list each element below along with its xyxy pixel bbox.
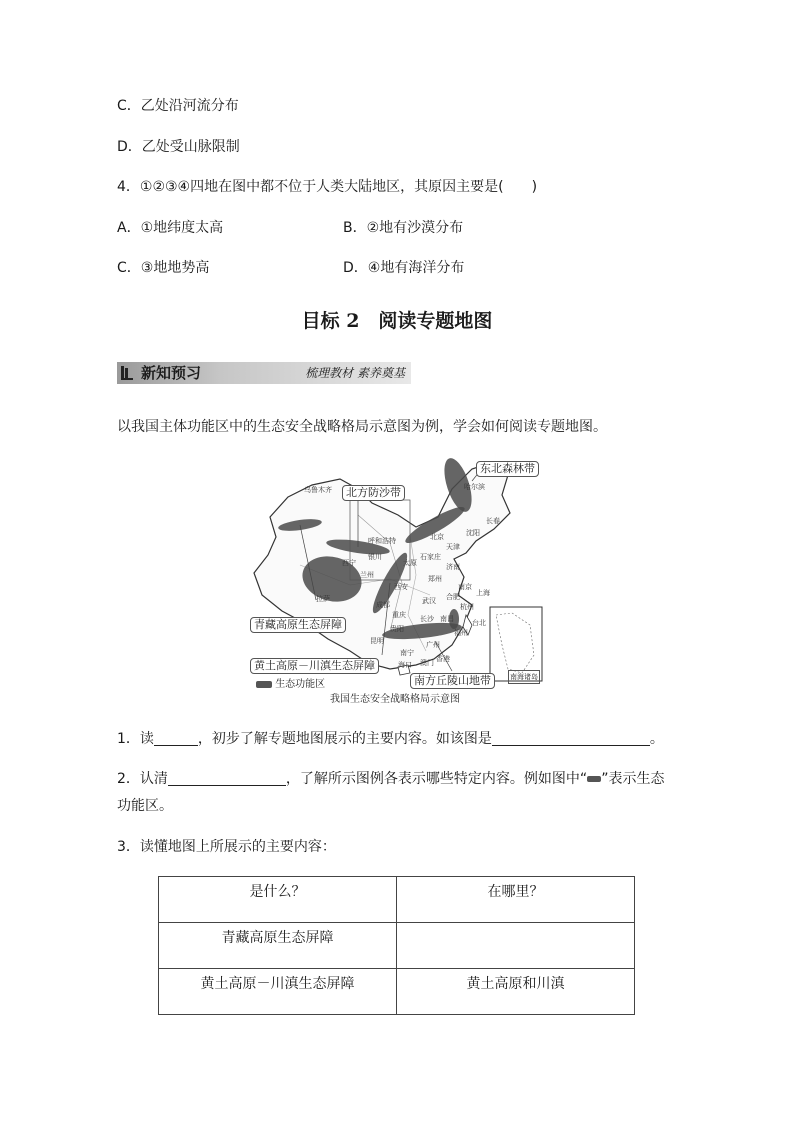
city-label: 杭州: [460, 603, 474, 611]
item-2: [117, 770, 664, 788]
city-label: 石家庄: [420, 553, 441, 561]
map-caption: 我国生态安全战略格局示意图: [330, 694, 460, 705]
map-legend: [256, 679, 325, 691]
table-row: [159, 969, 635, 1015]
city-label: 沈阳: [466, 529, 480, 537]
city-label: 福州: [454, 629, 468, 637]
legend-text: 生态功能区: [275, 679, 326, 690]
item-1-blank-2[interactable]: [492, 731, 650, 746]
city-label: 成都: [376, 601, 390, 609]
city-label: 合肥: [446, 593, 460, 601]
city-label: 重庆: [392, 611, 406, 619]
city-label: 拉萨: [316, 595, 330, 603]
item-2-prefix: 2．认清: [117, 771, 168, 787]
city-label: 香港: [436, 655, 450, 663]
item-2-suffix: ”表示生态: [601, 771, 665, 787]
city-label: 太原: [403, 559, 417, 567]
section-heading: 目标 2 阅读专题地图: [301, 310, 493, 332]
city-label: 长沙: [420, 615, 434, 623]
city-label: 澳门: [420, 659, 434, 667]
city-label: 武汉: [422, 597, 436, 605]
q4-option-c: C．③地地势高: [117, 260, 210, 276]
city-label: 贵阳: [390, 625, 404, 633]
city-label: 呼和浩特: [368, 537, 396, 545]
label-loess-chuandian: 黄土高原－川滇生态屏障: [250, 658, 379, 674]
table-header-row: [159, 877, 635, 923]
table-cell: 黄土高原和川滇: [397, 969, 635, 1015]
city-label: 南京: [458, 583, 472, 591]
table-header: 是什么？: [159, 877, 397, 923]
item-1-suffix: 。: [649, 731, 664, 747]
q4-option-b: B．②地有沙漠分布: [343, 220, 464, 236]
item-1-prefix: 1．读: [117, 731, 154, 747]
city-label: 郑州: [428, 575, 442, 583]
city-label: 西安: [394, 583, 408, 591]
table-row: [159, 923, 635, 969]
label-qinghai-tibet: 青藏高原生态屏障: [250, 617, 346, 633]
city-label: 天津: [446, 543, 460, 551]
ecological-map: [240, 455, 550, 710]
banner-subtitle: 梳理教材 素养奠基: [305, 366, 405, 380]
q4-option-d: D．④地有海洋分布: [343, 260, 465, 276]
content-table: [158, 876, 635, 1015]
item-1-middle: ，初步了解专题地图展示的主要内容。如该图是: [197, 731, 492, 747]
city-label: 长春: [486, 517, 500, 525]
section-banner: [117, 362, 411, 384]
city-label: 南宁: [400, 649, 414, 657]
intro-text: 以我国主体功能区中的生态安全战略格局示意图为例，学会如何阅读专题地图。: [117, 419, 607, 435]
table-header: 在哪里？: [397, 877, 635, 923]
legend-swatch-icon: [587, 776, 601, 782]
item-2-middle: ，了解所示图例各表示哪些特定内容。例如图中“: [285, 771, 588, 787]
question-4-stem: 4．①②③④四地在图中都不位于人类大陆地区，其原因主要是( ): [117, 179, 538, 195]
city-label: 台北: [472, 619, 486, 627]
item-2-blank[interactable]: [168, 771, 286, 786]
label-north-sand: 北方防沙带: [342, 485, 405, 501]
city-label: 北京: [430, 533, 444, 541]
item-1: [117, 730, 664, 748]
city-label: 济南: [446, 563, 460, 571]
option-d-q3: D．乙处受山脉限制: [117, 139, 240, 155]
banner-title: 新知预习: [141, 364, 202, 382]
city-label: 南昌: [440, 615, 454, 623]
city-label: 广州: [426, 641, 440, 649]
table-cell-blank[interactable]: [397, 923, 635, 969]
city-label: 昆明: [370, 637, 384, 645]
label-northeast-forest: 东北森林带: [476, 461, 539, 477]
option-c-q3: C．乙处沿河流分布: [117, 98, 239, 114]
label-south-hills: 南方丘陵山地带: [410, 673, 495, 689]
city-label: 乌鲁木齐: [304, 486, 332, 494]
city-label: 西宁: [342, 559, 356, 567]
city-label: 银川: [368, 553, 382, 561]
table-cell: 青藏高原生态屏障: [159, 923, 397, 969]
item-2-line-2: 功能区。: [117, 798, 173, 814]
city-label: 上海: [476, 589, 490, 597]
item-1-blank-1[interactable]: [154, 731, 198, 746]
city-label: 海口: [398, 661, 412, 669]
q4-option-a: A．①地纬度太高: [117, 220, 224, 236]
inset-label: 南海诸岛: [508, 670, 540, 684]
book-icon: [121, 366, 133, 380]
city-label: 哈尔滨: [464, 483, 485, 491]
table-cell: 黄土高原－川滇生态屏障: [159, 969, 397, 1015]
legend-swatch-icon: [256, 681, 272, 688]
city-label: 兰州: [360, 571, 374, 579]
item-3: 3．读懂地图上所展示的主要内容：: [117, 839, 336, 855]
